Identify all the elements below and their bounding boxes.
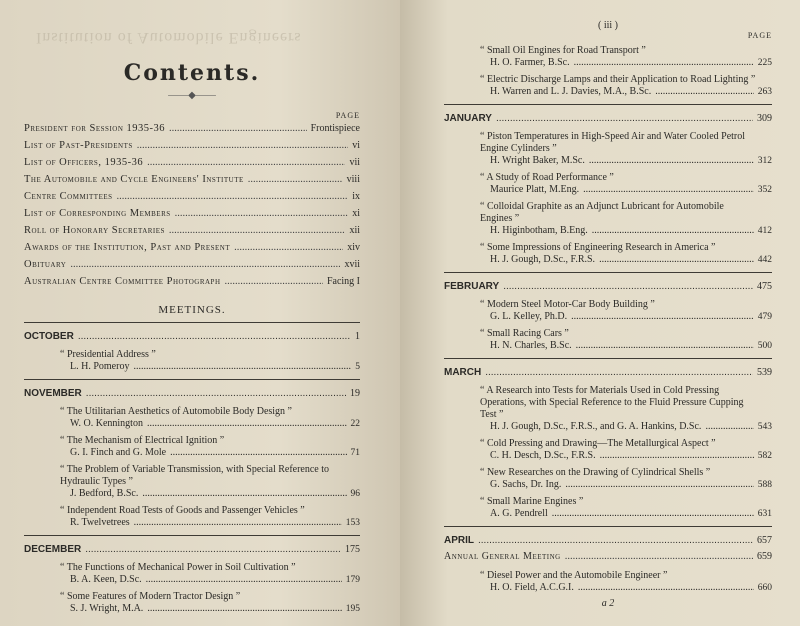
entry-label: List of Corresponding Members (24, 208, 171, 219)
paper-author-line (480, 508, 772, 520)
paper-title: “ Modern Steel Motor-Car Body Building ” (480, 299, 655, 310)
paper-author-line (480, 225, 772, 237)
paper-entry (24, 406, 360, 430)
paper-author: J. Bedford, B.Sc. (70, 488, 139, 499)
paper-title: “ Small Marine Engines ” (480, 496, 584, 507)
extra-page: 659 (757, 551, 772, 562)
paper-title: “ The Functions of Mechanical Power in Soil Cultivation ” (60, 562, 296, 573)
bleed-through-text: Institution of Automobile Engineers (36, 29, 302, 46)
contents-entry (24, 256, 360, 273)
paper-title: “ New Researches on the Drawing of Cylindrical Shells ” (480, 467, 711, 478)
contents-entry (24, 273, 360, 290)
paper-title: “ A Research into Tests for Materials Used in Cold Pressing Operations, with Special Reference to the Fluid Pressure Cupping Test ” (480, 385, 744, 420)
entry-page: xiv (347, 242, 360, 253)
month-page: 175 (345, 544, 360, 555)
paper-title: “ The Mechanism of Electrical Ignition ” (60, 435, 225, 446)
leader-dots (147, 603, 341, 615)
month-name: MARCH (444, 367, 482, 378)
leader-dots (574, 57, 754, 69)
month-heading (24, 386, 360, 401)
paper-title: “ Small Oil Engines for Road Transport ” (480, 45, 646, 56)
leader-dots (133, 361, 351, 373)
leader-dots (137, 137, 348, 154)
paper-author: A. G. Pendrell (490, 508, 548, 519)
leader-dots (147, 418, 347, 430)
paper-entry (444, 131, 772, 167)
month-rule (24, 535, 360, 536)
paper-author: H. O. Field, A.C.G.I. (490, 582, 574, 593)
paper-author-line (480, 421, 772, 433)
paper-page: 588 (757, 480, 772, 490)
paper-author: G. L. Kelley, Ph.D. (490, 311, 568, 322)
month-rule (444, 526, 772, 527)
entry-page: vii (349, 157, 360, 168)
entry-label: Awards of the Institution, Past and Present (24, 242, 231, 253)
signature-mark: a 2 (601, 598, 615, 609)
paper-author: G. Sachs, Dr. Ing. (490, 479, 562, 490)
paper-title: “ Colloidal Graphite as an Adjunct Lubricant for Automobile Engines ” (480, 201, 724, 224)
paper-author: H. J. Gough, D.Sc., F.R.S. (490, 254, 596, 265)
page-number-roman: ( iii ) (598, 20, 618, 31)
leader-dots (117, 188, 349, 205)
page-title: Contents. (123, 60, 261, 86)
contents-entry (24, 137, 360, 154)
paper-page: 22 (350, 419, 360, 429)
paper-author: L. H. Pomeroy (70, 361, 130, 372)
paper-author-line (60, 418, 360, 430)
entry-page: xi (352, 208, 360, 219)
paper-title: “ Piston Temperatures in High-Speed Air and Water Cooled Petrol Engine Cylinders ” (480, 131, 746, 154)
paper-author: S. J. Wright, M.A. (70, 603, 144, 614)
month-page: 539 (757, 367, 772, 378)
meetings-list (24, 322, 360, 615)
leader-dots (592, 225, 754, 237)
paper-author-line (480, 582, 772, 594)
extra-entry (444, 548, 772, 565)
paper-entry (24, 505, 360, 529)
paper-entry (444, 467, 772, 491)
leader-dots (225, 273, 323, 290)
extra-label: Annual General Meeting (444, 551, 561, 562)
paper-author-line (480, 340, 772, 352)
leader-dots (583, 184, 754, 196)
entry-label: Australian Centre Committee Photograph (24, 276, 221, 287)
paper-author: H. Warren and L. J. Davies, M.A., B.Sc. (490, 86, 652, 97)
paper-entry (444, 570, 772, 594)
leader-dots (169, 120, 307, 137)
entry-page: xii (349, 225, 360, 236)
paper-author: H. N. Charles, B.Sc. (490, 340, 572, 351)
leader-dots (503, 279, 753, 294)
leader-dots (175, 205, 349, 222)
leader-dots (134, 517, 342, 529)
paper-page: 96 (350, 489, 360, 499)
month-page: 309 (757, 113, 772, 124)
leader-dots (78, 329, 351, 344)
paper-author-line (60, 603, 360, 615)
month-rule (444, 272, 772, 273)
title-ornament: ——◆—— (168, 90, 216, 101)
leader-dots (565, 479, 753, 491)
paper-entry (444, 385, 772, 433)
paper-page: 195 (345, 604, 360, 614)
entry-page: vi (352, 140, 360, 151)
leader-dots (234, 239, 343, 256)
paper-author-line (480, 479, 772, 491)
paper-page: 179 (345, 575, 360, 585)
leader-dots (485, 365, 753, 380)
month-heading (444, 533, 772, 548)
month-name: NOVEMBER (24, 388, 82, 399)
paper-page: 660 (757, 583, 772, 593)
paper-author: B. A. Keen, D.Sc. (70, 574, 142, 585)
leader-dots (248, 171, 343, 188)
paper-title: “ Some Impressions of Engineering Research in America ” (480, 242, 716, 253)
paper-author-line (60, 574, 360, 586)
paper-author-line (480, 311, 772, 323)
entry-label: President for Session 1935-36 (24, 123, 166, 134)
paper-entry (24, 591, 360, 615)
month-name: FEBRUARY (444, 281, 500, 292)
leader-dots (565, 548, 753, 565)
paper-entry (444, 299, 772, 323)
paper-author-line (480, 57, 772, 69)
paper-entry (444, 74, 772, 98)
leader-dots (86, 386, 346, 401)
paper-author: Maurice Platt, M.Eng. (490, 184, 580, 195)
paper-author: R. Twelvetrees (70, 517, 130, 528)
leader-dots (552, 508, 754, 520)
month-heading (444, 279, 772, 294)
entry-label: Roll of Honorary Secretaries (24, 225, 165, 236)
meetings-list (444, 104, 772, 594)
month-page: 657 (757, 535, 772, 546)
contents-entry (24, 188, 360, 205)
paper-entry (24, 464, 360, 500)
contents-entry (24, 205, 360, 222)
leader-dots (496, 111, 753, 126)
month-rule (24, 322, 360, 323)
paper-page: 500 (757, 341, 772, 351)
month-name: DECEMBER (24, 544, 82, 555)
paper-page: 263 (757, 87, 772, 97)
paper-page: 442 (757, 255, 772, 265)
paper-page: 153 (345, 518, 360, 528)
paper-page: 479 (757, 312, 772, 322)
contents-entry (24, 120, 360, 137)
paper-author-line (480, 450, 772, 462)
month-name: APRIL (444, 535, 474, 546)
month-name: JANUARY (444, 113, 492, 124)
paper-title: “ The Utilitarian Aesthetics of Automobile Body Design ” (60, 406, 292, 417)
paper-author-line (60, 488, 360, 500)
month-page: 1 (355, 331, 360, 342)
month-rule (444, 104, 772, 105)
month-heading (24, 542, 360, 557)
leader-dots (170, 447, 346, 459)
month-page: 19 (350, 388, 360, 399)
entry-page: viii (346, 174, 360, 185)
paper-entry (444, 172, 772, 196)
paper-author-line (480, 86, 772, 98)
paper-title: “ Electric Discharge Lamps and their Application to Road Lighting ” (480, 74, 756, 85)
entry-label: List of Officers, 1935-36 (24, 157, 144, 168)
entry-label: Centre Committees (24, 191, 113, 202)
paper-page: 71 (350, 448, 360, 458)
entry-page: Frontispiece (310, 123, 360, 134)
month-heading (444, 365, 772, 380)
paper-entry (444, 242, 772, 266)
paper-page: 582 (757, 451, 772, 461)
page-column-header: PAGE (335, 111, 360, 120)
paper-author-line (60, 517, 360, 529)
leader-dots (169, 222, 346, 239)
meetings-heading: MEETINGS. (158, 304, 226, 316)
paper-author: H. J. Gough, D.Sc., F.R.S., and G. A. Hankins, D.Sc. (490, 421, 702, 432)
entry-label: The Automobile and Cycle Engineers' Institute (24, 174, 244, 185)
month-name: OCTOBER (24, 331, 74, 342)
leader-dots (142, 488, 346, 500)
leader-dots (705, 421, 753, 433)
paper-title: “ Presidential Address ” (60, 349, 156, 360)
leader-dots (589, 155, 754, 167)
continued-papers (444, 45, 772, 98)
contents-entry (24, 171, 360, 188)
paper-entry (444, 328, 772, 352)
paper-title: “ Diesel Power and the Automobile Engineer ” (480, 570, 668, 581)
paper-page: 543 (757, 422, 772, 432)
paper-author: H. Wright Baker, M.Sc. (490, 155, 585, 166)
leader-dots (478, 533, 753, 548)
month-heading (24, 329, 360, 344)
paper-entry (444, 496, 772, 520)
paper-page: 5 (355, 362, 360, 372)
paper-title: “ The Problem of Variable Transmission, with Special Reference to Hydraulic Types ” (60, 464, 330, 487)
paper-entry (24, 435, 360, 459)
leader-dots (655, 86, 754, 98)
leader-dots (599, 254, 754, 266)
page-column-header: PAGE (747, 31, 772, 40)
entry-label: Obituary (24, 259, 67, 270)
paper-title: “ Independent Road Tests of Goods and Passenger Vehicles ” (60, 505, 305, 516)
paper-author-line (60, 361, 360, 373)
paper-author: H. O. Farmer, B.Sc. (490, 57, 570, 68)
paper-page: 412 (757, 226, 772, 236)
paper-author: C. H. Desch, D.Sc., F.R.S. (490, 450, 596, 461)
contents-entry (24, 222, 360, 239)
contents-entry (24, 239, 360, 256)
leader-dots (147, 154, 345, 171)
month-rule (24, 379, 360, 380)
paper-author: G. I. Finch and G. Mole (70, 447, 167, 458)
paper-author-line (480, 254, 772, 266)
paper-entry (24, 349, 360, 373)
entry-page: ix (352, 191, 360, 202)
leader-dots (600, 450, 754, 462)
paper-page: 225 (757, 58, 772, 68)
paper-author-line (60, 447, 360, 459)
month-rule (444, 358, 772, 359)
leader-dots (578, 582, 754, 594)
leader-dots (85, 542, 341, 557)
paper-title: “ Small Racing Cars ” (480, 328, 569, 339)
entry-page: xvii (344, 259, 360, 270)
leader-dots (576, 340, 754, 352)
paper-entry (444, 201, 772, 237)
paper-author: H. Higinbotham, B.Eng. (490, 225, 588, 236)
paper-title: “ A Study of Road Performance ” (480, 172, 614, 183)
paper-entry (24, 562, 360, 586)
paper-title: “ Cold Pressing and Drawing—The Metallurgical Aspect ” (480, 438, 716, 449)
paper-page: 312 (757, 156, 772, 166)
month-page: 475 (757, 281, 772, 292)
leader-dots (146, 574, 342, 586)
paper-page: 631 (757, 509, 772, 519)
contents-entry (24, 154, 360, 171)
month-heading (444, 111, 772, 126)
paper-page: 352 (757, 185, 772, 195)
paper-entry (444, 438, 772, 462)
leader-dots (571, 311, 754, 323)
paper-author: W. O. Kennington (70, 418, 143, 429)
right-page (400, 0, 800, 626)
entry-page: Facing I (326, 276, 360, 287)
entry-label: List of Past-Presidents (24, 140, 133, 151)
front-matter-list (24, 120, 360, 290)
paper-author-line (480, 184, 772, 196)
paper-title: “ Some Features of Modern Tractor Design ” (60, 591, 241, 602)
paper-author-line (480, 155, 772, 167)
paper-entry (444, 45, 772, 69)
leader-dots (70, 256, 340, 273)
